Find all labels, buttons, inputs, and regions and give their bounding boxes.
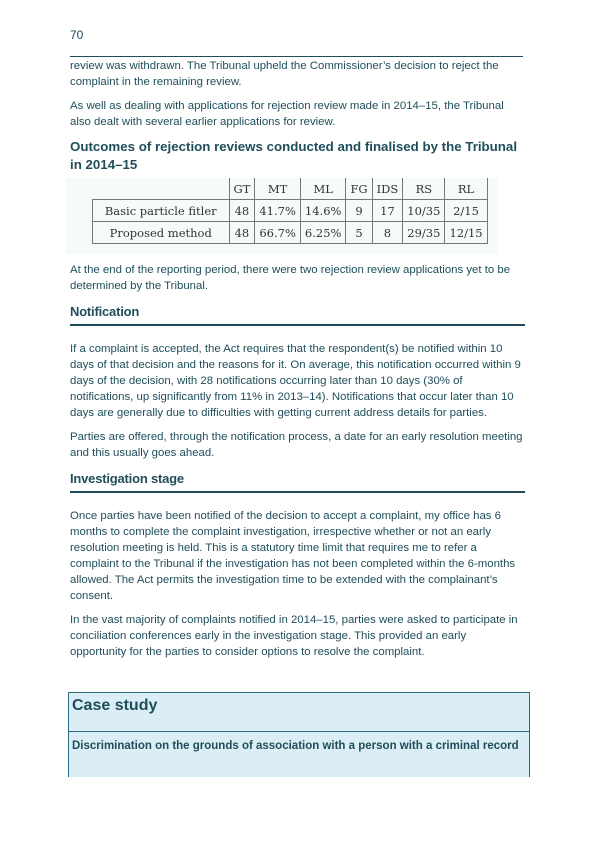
outcomes-heading: Outcomes of rejection reviews conducted and finalised by the Tribunal in 2014–15 — [70, 139, 518, 172]
case-study-subtitle: Discrimination on the grounds of association with a person with a criminal record — [72, 740, 519, 752]
table-cell: 48 — [229, 222, 255, 244]
table-cell: 41.7% — [255, 200, 301, 222]
table-header-cell: RL — [445, 178, 487, 200]
table-cell: 14.6% — [300, 200, 346, 222]
table-cell: Basic particle fitler — [93, 200, 230, 222]
table-cell: 9 — [346, 200, 372, 222]
table-header-cell: IDS — [372, 178, 403, 200]
page-number: 70 — [70, 28, 84, 42]
after-table-paragraph: At the end of the reporting period, there were two rejection review applications yet to be determined by the Tribunal. — [70, 264, 511, 292]
notification-heading: Notification — [70, 304, 525, 326]
notification-paragraph-1: If a complaint is accepted, the Act requires that the respondent(s) be notified within 10 days of that decision and the reasons for it. On average, this notification occurred within 9 days of the decision, with 28 notifications occurring later than 10 days (30% of notifications, up significantly from 11% in 2013–14). Notifications that occur later than 10 days are generally due to difficulties with getting current address details for parties. — [70, 343, 521, 419]
table-header-cell — [93, 178, 230, 200]
investigation-heading: Investigation stage — [70, 471, 525, 493]
investigation-paragraph-2: In the vast majority of complaints notified in 2014–15, parties were asked to participate in conciliation conferences early in the investigation stage. This provided an early opportunity for the parties to consider options to resolve the complaint. — [70, 614, 518, 658]
table-header-cell: ML — [300, 178, 346, 200]
case-study-title: Case study — [69, 693, 529, 732]
investigation-paragraph-1: Once parties have been notified of the decision to accept a complaint, my office has 6 months to complete the complaint investigation, irrespective whether or not an early resolution meeting is held. This is a statutory time limit that requires me to refer a complaint to the Tribunal if the investigation has not been completed within the 6-months allowed. The Act permits the investigation time to be extended with the complainant’s consent. — [70, 510, 516, 602]
table-row — [93, 200, 488, 222]
table-header-cell: RS — [403, 178, 445, 200]
table-header-cell: MT — [255, 178, 301, 200]
table-cell: 6.25% — [300, 222, 346, 244]
table-cell: 48 — [229, 200, 255, 222]
notification-paragraph-2: Parties are offered, through the notification process, a date for an early resolution meeting and this usually goes ahead. — [70, 431, 523, 459]
table-cell: 12/15 — [445, 222, 487, 244]
table-cell: 8 — [372, 222, 403, 244]
results-table — [92, 178, 488, 244]
table-cell: 29/35 — [403, 222, 445, 244]
case-study-box — [68, 692, 530, 777]
table-cell: Proposed method — [93, 222, 230, 244]
results-table-image — [66, 178, 498, 254]
intro-paragraph-1: review was withdrawn. The Tribunal upheld the Commissioner’s decision to reject the complaint in the remaining review. — [70, 60, 499, 88]
table-cell: 17 — [372, 200, 403, 222]
table-cell: 66.7% — [255, 222, 301, 244]
main-content — [70, 58, 525, 668]
table-cell: 10/35 — [403, 200, 445, 222]
table-header-cell: GT — [229, 178, 255, 200]
table-header-cell: FG — [346, 178, 372, 200]
table-row — [93, 222, 488, 244]
table-cell: 2/15 — [445, 200, 487, 222]
intro-paragraph-2: As well as dealing with applications for rejection review made in 2014–15, the Tribunal also dealt with several earlier applications for review. — [70, 100, 504, 128]
table-cell: 5 — [346, 222, 372, 244]
header-rule — [70, 56, 523, 57]
table-header-row — [93, 178, 488, 200]
